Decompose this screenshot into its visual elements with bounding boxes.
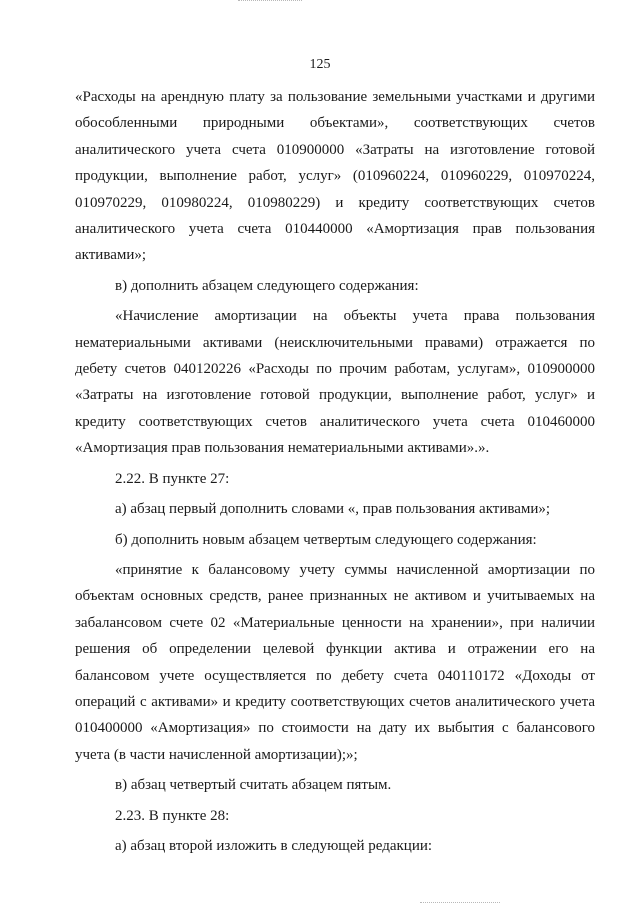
paragraph-quote-acceptance: «принятие к балансовому учету суммы начисленной амортизации по объектам основных средств, ранее признанных не активом и учитываемых на забалансовом счете 02 «Материальные ценности на хранении», при наличии решения об определении целевой функции актива и отражении его на балансовом учете осуществляется по дебету счета 040110172 «Доходы от операций с активами» и кредиту соответствующих счетов аналитического учета 010400000 «Амортизация» по стоимости на дату их выбытия с балансового учета (в части начисленной амортизации);»; [75,561,595,763]
document-body [75,84,595,859]
paragraph-item-v-2: в) абзац четвертый считать абзацем пятым. [115,777,392,794]
paragraph-section-2-23: 2.23. В пункте 28: [115,807,230,824]
paragraph-item-v: в) дополнить абзацем следующего содержания: [115,277,419,294]
scan-artifact-top [238,0,302,2]
paragraph-item-a-2: а) абзац второй изложить в следующей редакции: [115,837,433,854]
page-number: 125 [309,57,331,72]
paragraph-section-2-22: 2.22. В пункте 27: [115,470,230,487]
scan-artifact-bottom [420,902,500,904]
paragraph-continuation: «Расходы на арендную плату за пользование земельными участками и другими обособленными природными объектами», соответствующих счетов аналитического учета счета 010900000 «Затраты на изготовление готовой продукции, выполнение работ, услуг» (010960224, 010960229, 010970224, 010970229, 010980224, 010980229) и кредиту соответствующих счетов аналитического учета счета 010440000 «Амортизация прав пользования активами»; [75,89,595,264]
paragraph-quote-amortization: «Начисление амортизации на объекты учета права пользования нематериальными активами (неисключительными правами) отражается по дебету счетов 040120226 «Расходы по прочим работам, услугам», 010900000 «Затраты на изготовление готовой продукции, выполнение работ, услуг» и кредиту соответствующих счетов аналитического учета счета 010460000 «Амортизация прав пользования нематериальными активами».». [75,308,595,457]
paragraph-item-b: б) дополнить новым абзацем четвертым следующего содержания: [115,531,537,548]
paragraph-item-a: а) абзац первый дополнить словами «, прав пользования активами»; [115,501,551,518]
